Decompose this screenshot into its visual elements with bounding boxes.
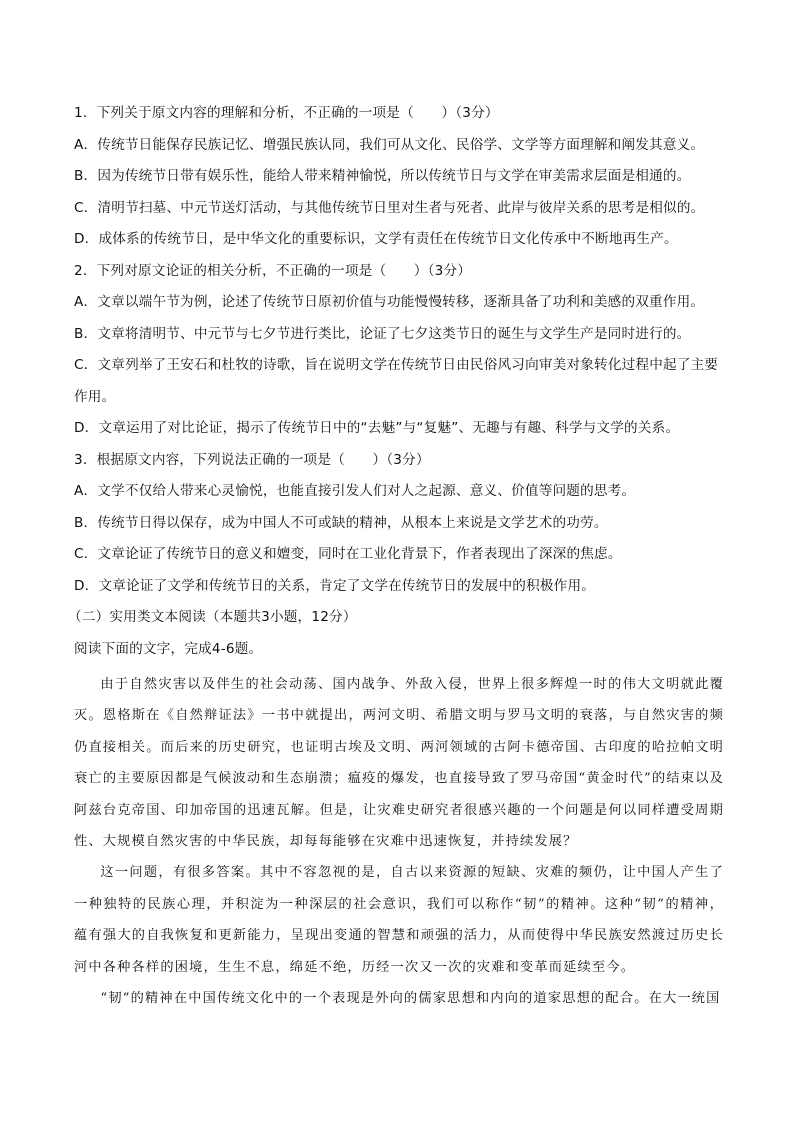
question-2-option-b: B．文章将清明节、中元节与七夕节进行类比，论证了七夕这类节日的诞生与文学生产是同时进行的。 <box>74 325 691 342</box>
question-2-option-c-line-1: C．文章列举了王安石和杜牧的诗歌，旨在说明文学在传统节日由民俗风习向审美对象转化过程中起了主要 <box>74 357 719 373</box>
passage-paragraph-3: “韧”的精神在中国传统文化中的一个表现是外向的儒家思想和内向的道家思想的配合。在大一统国 <box>100 991 721 1007</box>
reading-instruction: 阅读下面的文字，完成4-6题。 <box>74 640 263 657</box>
question-2-option-a: A．文章以端午节为例，论述了传统节日原初价值与功能慢慢转移，逐渐具备了功利和美感的双重作用。 <box>74 294 705 310</box>
question-2-option-d: D．文章运用了对比论证，揭示了传统节日中的“去魅”与“复魅”、无趣与有趣、科学与文学的关系。 <box>74 420 680 436</box>
question-1-option-a: A．传统节日能保存民族记忆、增强民族认同，我们可从文化、民俗学、文学等方面理解和阐发其意义。 <box>74 136 705 153</box>
document-content <box>68 98 724 1014</box>
passage-paragraph-2: 这一问题，有很多答案。其中不容忽视的是，自古以来资源的短缺、灾难的频仍，让中国人产生了一种独特的民族心理，并积淀为一种深层的社会意识，我们可以称作“韧”的精神。这种“韧”的精神，蕴有强大的自我恢复和更新能力，呈现出变通的智慧和顽强的活力，从而使得中华民族安然渡过历史长河中各种各样的困境，生生不息，绵延不绝，历经一次又一次的灾难和变革而延续至今。 <box>74 865 724 975</box>
question-1-option-c: C．清明节扫墓、中元节送灯活动，与其他传统节日里对生者与死者、此岸与彼岸关系的思考是相似的。 <box>74 199 705 216</box>
section-heading: （二）实用类文本阅读（本题共3小题，12分） <box>68 609 357 625</box>
question-1-option-b: B．因为传统节日带有娱乐性，能给人带来精神愉悦，所以传统节日与文学在审美需求层面是相通的。 <box>74 168 691 184</box>
question-3-option-d: D．文章论证了文学和传统节日的关系，肯定了文学在传统节日的发展中的积极作用。 <box>74 577 596 594</box>
question-2-stem: 2．下列对原文论证的相关分析，不正确的一项是（ ）（3分） <box>74 262 472 279</box>
question-3-option-b: B．传统节日得以保存，成为中国人不可或缺的精神，从根本上来说是文学艺术的功劳。 <box>74 514 608 531</box>
question-3-option-a: A．文学不仅给人带来心灵愉悦，也能直接引发人们对人之起源、意义、价值等问题的思考。 <box>74 483 636 499</box>
reading-passage <box>74 669 724 1014</box>
question-2-option-c-line-2: 作用。 <box>74 388 116 405</box>
question-1-option-d: D．成体系的传统节日，是中华文化的重要标识，文学有责任在传统节日文化传承中不断地再生产。 <box>74 231 678 247</box>
passage-paragraph-1: 由于自然灾害以及伴生的社会动荡、国内战争、外敌入侵，世界上很多辉煌一时的伟大文明就此覆灭。恩格斯在《自然辩证法》一书中就提出，两河文明、希腊文明与罗马文明的衰落，与自然灾害的频仍直接相关。而后来的历史研究，也证明古埃及文明、两河领域的古阿卡德帝国、古印度的哈拉帕文明衰亡的主要原因都是气候波动和生态崩溃；瘟疫的爆发，也直接导致了罗马帝国“黄金时代”的结束以及阿兹台克帝国、印加帝国的迅速瓦解。但是，让灾难史研究者很感兴趣的一个问题是何以同样遭受周期性、大规模自然灾害的中华民族，却每每能够在灾难中迅速恢复，并持续发展？ <box>74 677 724 850</box>
question-3-option-c: C．文章论证了传统节日的意义和嬗变，同时在工业化背景下，作者表现出了深深的焦虑。 <box>74 546 622 562</box>
question-3-stem: 3．根据原文内容，下列说法正确的一项是（ ）（3分） <box>74 451 430 468</box>
question-1-stem: 1．下列关于原文内容的理解和分析，不正确的一项是（ ）（3分） <box>74 105 499 121</box>
